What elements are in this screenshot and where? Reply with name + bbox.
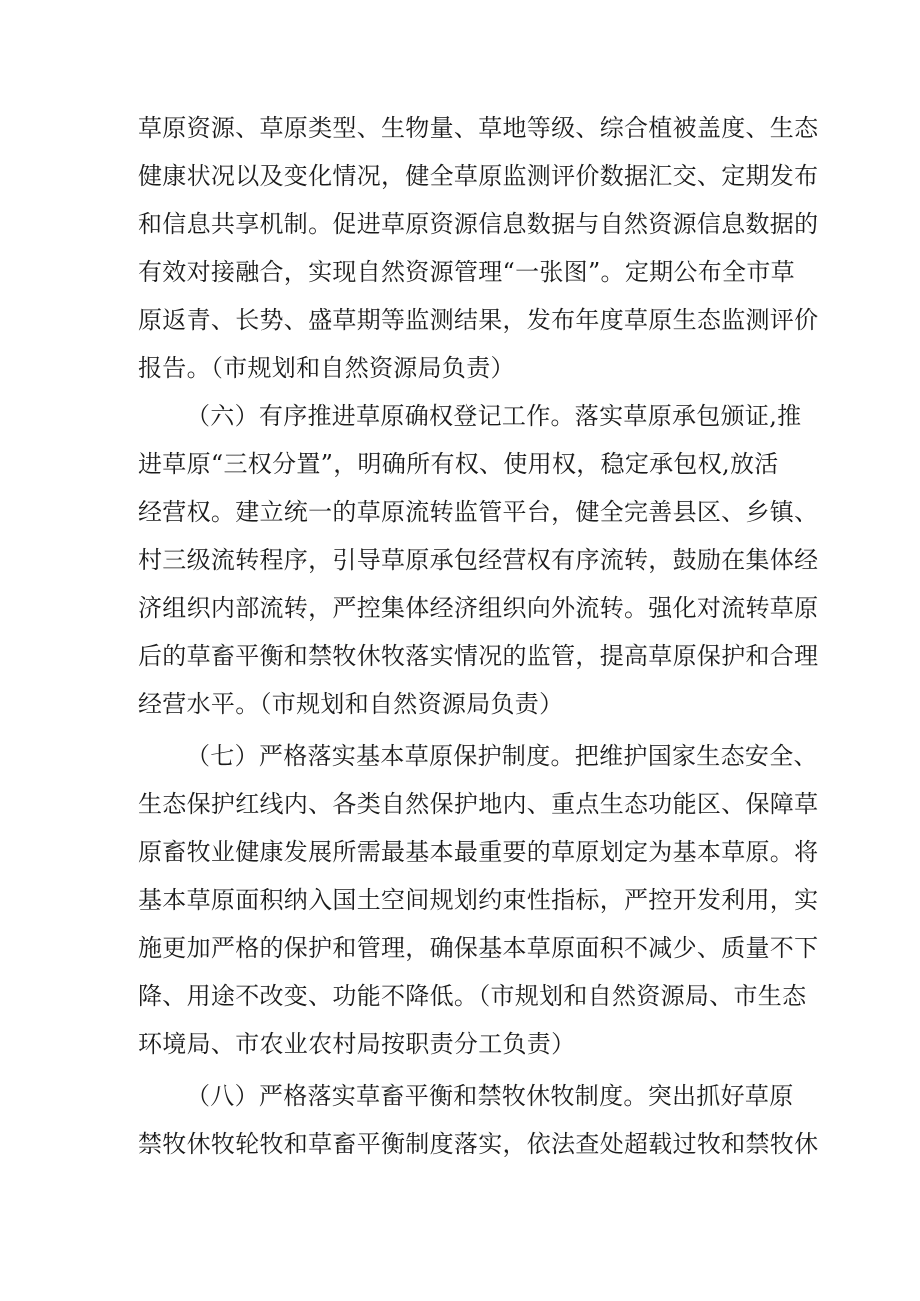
text-line: 原返青、长势、盛草期等监测结果，发布年度草原生态监测评价 xyxy=(138,306,819,334)
text-line: 草原资源、草原类型、生物量、草地等级、综合植被盖度、生态 xyxy=(138,114,819,142)
text-line: 施更加严格的保护和管理，确保基本草原面积不减少、质量不下 xyxy=(138,934,819,962)
text-line: 基本草原面积纳入国土空间规划约束性指标，严控开发利用，实 xyxy=(138,886,819,914)
text-line: 经营水平。（市规划和自然资源局负责） xyxy=(138,690,564,718)
text-line: 村三级流转程序，引导草原承包经营权有序流转，鼓励在集体经 xyxy=(138,546,819,574)
text-line: 进草原“三权分置”，明确所有权、使用权，稳定承包权,放活 xyxy=(138,450,779,478)
section-heading-line: （六）有序推进草原确权登记工作。落实草原承包颁证,推 xyxy=(186,402,802,430)
text-line: 环境局、市农业农村局按职责分工负责） xyxy=(138,1030,576,1058)
text-line: 济组织内部流转，严控集体经济组织向外流转。强化对流转草原 xyxy=(138,594,819,622)
text-line: 禁牧休牧轮牧和草畜平衡制度落实，依法查处超载过牧和禁牧休 xyxy=(138,1130,819,1158)
text-line: 降、用途不改变、功能不降低。（市规划和自然资源局、市生态 xyxy=(138,982,807,1010)
text-line: 原畜牧业健康发展所需最基本最重要的草原划定为基本草原。将 xyxy=(138,838,819,866)
text-line: 报告。（市规划和自然资源局负责） xyxy=(138,354,515,382)
text-line: 健康状况以及变化情况，健全草原监测评价数据汇交、定期发布 xyxy=(138,162,819,190)
text-line: 和信息共享机制。促进草原资源信息数据与自然资源信息数据的 xyxy=(138,210,819,238)
text-line: 生态保护红线内、各类自然保护地内、重点生态功能区、保障草 xyxy=(138,790,819,818)
text-line: 有效对接融合，实现自然资源管理“一张图”。定期公布全市草 xyxy=(138,258,795,286)
text-line: 经营权。建立统一的草原流转监管平台，健全完善县区、乡镇、 xyxy=(138,498,819,526)
text-line: 后的草畜平衡和禁牧休牧落实情况的监管，提高草原保护和合理 xyxy=(138,642,819,670)
section-heading-line: （七）严格落实基本草原保护制度。把维护国家生态安全、 xyxy=(186,742,818,770)
section-heading-line: （八）严格落实草畜平衡和禁牧休牧制度。突出抓好草原 xyxy=(186,1082,794,1110)
